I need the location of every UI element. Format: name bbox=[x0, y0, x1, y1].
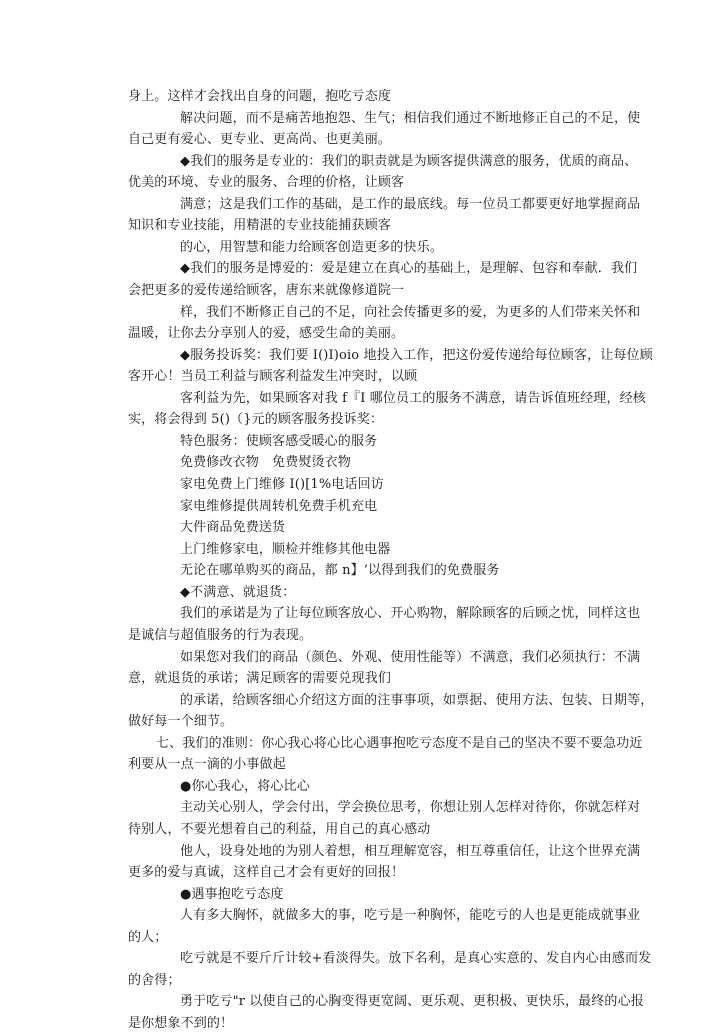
text-line: 客开心！当员工利益与顾客利益发生冲突时，以顾 bbox=[128, 369, 418, 384]
text-line: 家电免费上门维修 I()[1%电话回访 bbox=[180, 477, 384, 492]
text-line: 无论在哪单购买的商品，都 n】‘以得到我们的免费服务 bbox=[180, 563, 500, 578]
text-line: 解决问题，而不是痛苦地抱怨、生气；相信我们通过不断地修正自己的不足，使 bbox=[180, 111, 641, 126]
text-line: 意，就退货的承诺；满足顾客的需要兑现我们 bbox=[128, 671, 392, 686]
subheading: ●遇事抱吃亏态度 bbox=[180, 887, 284, 902]
text-line: 主动关心别人，学会付出，学会换位思考，你想让别人怎样对待你，你就怎样对 bbox=[180, 800, 641, 815]
text-line: 客利益为先，如果顾客对我 f『I 哪位员工的服务不满意，请告诉值班经理，经核 bbox=[180, 391, 646, 406]
text-line: 样，我们不断修正自己的不足，向社会传播更多的爱，为更多的人们带来关怀和 bbox=[180, 305, 641, 320]
text-line: 特色服务：使顾客感受暖心的服务 bbox=[180, 434, 378, 449]
text-line: ◆不满意、就退货： bbox=[180, 585, 296, 600]
text-line: 是诚信与超值服务的行为表现。 bbox=[128, 628, 313, 643]
text-line: 知识和专业技能，用精湛的专业技能捕获顾客 bbox=[128, 218, 392, 233]
text-line: 他人，设身处地的为别人着想，相互理解宽容，相互尊重信任，让这个世界充满 bbox=[180, 844, 641, 859]
text-line: 实，将会得到 5()（}元的顾客服务投诉奖： bbox=[128, 412, 384, 427]
text-line: 的人； bbox=[128, 930, 168, 945]
text-line: 勇于吃亏"r 以使自己的心胸变得更宽阔、更乐观、更积极、更快乐，最终的心报 bbox=[180, 994, 644, 1009]
text-line: 免费修改衣物 免费熨烫衣物 bbox=[180, 455, 351, 470]
text-line: 更多的爱与真诚，这样自己才会有更好的回报！ bbox=[128, 865, 405, 880]
text-line: ◆服务投诉奖：我们要 I()I)oio 地投入工作，把这份爱传递给每位顾客，让每位顾 bbox=[180, 348, 653, 363]
text-line: 的舍得； bbox=[128, 973, 181, 988]
text-line: 大件商品免费送货 bbox=[180, 520, 286, 535]
text-line: 吃亏就是不要斤斤计较+看淡得失。放下名利，是真心实意的、发自内心由感而发 bbox=[180, 951, 652, 966]
text-line: 的心，用智慧和能力给顾客创造更多的快乐。 bbox=[180, 240, 444, 255]
text-line: ◆我们的服务是专业的：我们的职责就是为顾客提供满意的服务，优质的商品、 bbox=[180, 154, 638, 169]
text-line: ◆我们的服务是博爱的：爱是建立在真心的基础上，是理解、包容和奉献．我们 bbox=[180, 261, 638, 276]
text-line: 上门维修家电，顺检并维修其他电器 bbox=[180, 542, 391, 557]
text-line: 优美的环境、专业的服务、合理的价格，让顾客 bbox=[128, 175, 405, 190]
text-line: 满意；这是我们工作的基础，是工作的最底线。每一位员工都要更好地掌握商品 bbox=[180, 197, 641, 212]
section-heading: 七、我们的准则：你心我心将心比心遇事抱吃亏态度不是自己的坚决不要不要急功近 bbox=[156, 736, 643, 751]
text-line: 如果您对我们的商品（颜色、外观、使用性能等）不满意，我们必须执行：不满 bbox=[180, 650, 641, 665]
text-line: 家电维修提供周转机免费手机充电 bbox=[180, 499, 378, 514]
text-line: 做好每一个细节。 bbox=[128, 714, 234, 729]
text-line: 是你想象不到的！ bbox=[128, 1016, 234, 1031]
text-line: 温暖，让你去分享别人的爱，感受生命的美丽。 bbox=[128, 326, 405, 341]
text-line: 利要从一点一滴的小事做起 bbox=[128, 757, 286, 772]
subheading: ●你心我心，将心比心 bbox=[180, 779, 310, 794]
text-line: 的承诺，给顾客细心介绍这方面的注事事项，如票据、使用方法、包装、日期等， bbox=[180, 693, 654, 708]
text-line: 我们的承诺是为了让每位顾客放心、开心购物，解除顾客的后顾之忧，同样这也 bbox=[180, 606, 641, 621]
text-line: 身上。这样才会找出自身的问题，抱吃亏态度 bbox=[128, 89, 392, 104]
text-line: 待别人，不要光想着自己的利益，用自己的真心感动 bbox=[128, 822, 431, 837]
text-line: 自己更有爱心、更专业、更高尚、也更美丽。 bbox=[128, 132, 392, 147]
text-line: 人有多大胸怀，就做多大的事，吃亏是一种胸怀，能吃亏的人也是更能成就事业 bbox=[180, 908, 641, 923]
text-line: 会把更多的爱传递给顾客，唐东来就像修道院一 bbox=[128, 283, 405, 298]
